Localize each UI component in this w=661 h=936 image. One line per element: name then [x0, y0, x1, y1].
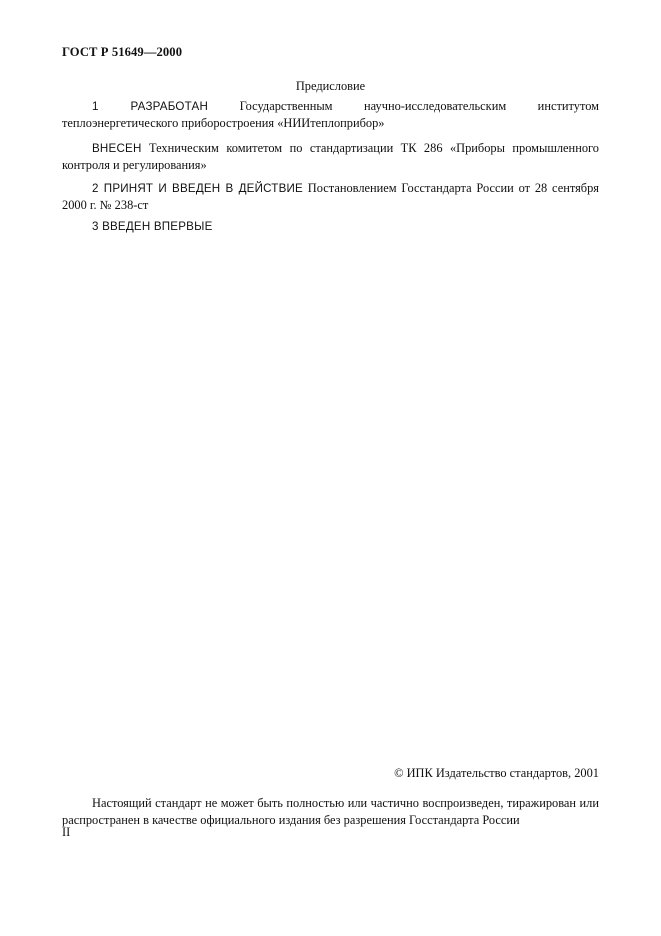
preface-item-lead: 2 ПРИНЯТ И ВВЕДЕН В ДЕЙСТВИЕ	[92, 182, 303, 195]
copyright-notice: © ИПК Издательство стандартов, 2001	[394, 766, 599, 780]
preface-item-lead: 1 РАЗРАБОТАН	[92, 100, 209, 113]
legal-notice: Настоящий стандарт не может быть полностью или частично воспроизведен, тиражирован или распространен в качестве официального издания без разрешения Госстандарта России	[62, 796, 599, 827]
standard-id: ГОСТ Р 51649—2000	[62, 45, 183, 59]
preface-item-developed	[62, 98, 599, 132]
preface-title: Предисловие	[295, 79, 366, 93]
preface-item-adopted	[62, 180, 599, 214]
preface-item-lead: 3 ВВЕДЕН ВПЕРВЫЕ	[92, 220, 213, 233]
preface-item-text: Техническим комитетом по стандартизации ТК 286 «Приборы промышленного контроля и регулирования»	[62, 141, 599, 172]
preface-item-lead: ВНЕСЕН	[92, 142, 142, 155]
preface-item-text: Постановлением Госстандарта России от 28 сентября 2000 г. № 238-ст	[62, 181, 599, 212]
page-number: II	[62, 825, 71, 839]
preface-item-introduced	[62, 140, 599, 174]
preface-item-first-introduced	[62, 218, 599, 235]
preface-item-text: Государственным научно-исследовательским институтом теплоэнергетического приборостроения «НИИтеплоприбор»	[62, 99, 599, 130]
